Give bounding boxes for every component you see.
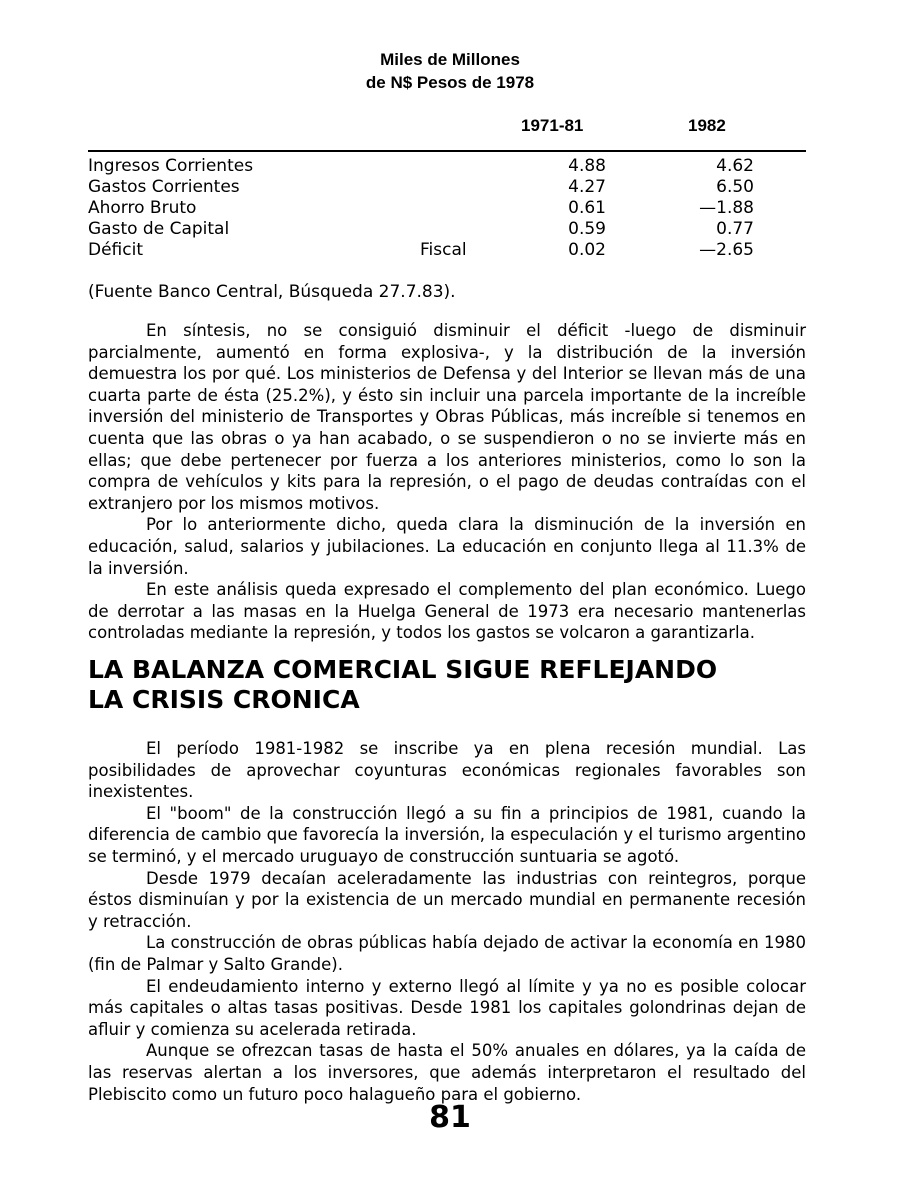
paragraph: El "boom" de la construcción llegó a su fin a principios de 1981, cuando la diferencia de cambio que favorecía la inversión, la especulación y el turismo argentino se terminó, y el mercado uruguayo de construcción suntuaria se agotó. — [88, 803, 806, 866]
row-label: Déficit — [88, 240, 143, 260]
table-row — [88, 198, 806, 220]
heading-line2: LA CRISIS CRONICA — [88, 685, 360, 714]
table-row — [88, 177, 806, 199]
paragraph: En este análisis queda expresado el complemento del plan económico. Luego de derrotar a las masas en la Huelga General de 1973 era necesario mantenerlas controladas mediante la represión, y todos los gastos se volcaron a garantizarla. — [88, 580, 806, 643]
paragraph: Desde 1979 decaían aceleradamente las industrias con reintegros, porque éstos disminuían y por la existencia de un mercado mundial en permanente recesión y retracción. — [88, 868, 806, 931]
page-number: 81 — [429, 1100, 471, 1135]
paragraph: En síntesis, no se consiguió disminuir el déficit -luego de disminuir parcialmente, aumentó en forma explosiva-, y la distribución de la inversión demuestra los por qué. Los ministerios de Defensa y del Interior se llevan más de una cuarta parte de ésta (25.2%), y ésto sin incluir una parcela importante de la increíble inversión del ministerio de Transportes y Obras Públicas, más increíble si tenemos en cuenta que las obras o ya han acabado, o se suspendieron o no se invierte más en ellas; que debe pertenecer por fuerza a los anteriores ministerios, como lo son la compra de vehículos y kits para la represión, o el pago de deudas contraídas con el extranjero por los mismos motivos. — [88, 321, 806, 513]
paragraph: El endeudamiento interno y externo llegó al límite y ya no es posible colocar más capitales o altas tasas positivas. Desde 1981 los capitales golondrinas dejan de afluir y comienza su acelerada retirada. — [88, 976, 806, 1039]
paragraph: El período 1981-1982 se inscribe ya en plena recesión mundial. Las posibilidades de aprovechar coyunturas económicas regionales favorables son inexistentes. — [88, 739, 806, 802]
row-value-1982: —2.65 — [699, 240, 754, 260]
row-label-extra: Fiscal — [420, 240, 467, 260]
table-rule — [88, 150, 806, 152]
table-row — [88, 156, 806, 178]
paragraph: Aunque se ofrezcan tasas de hasta el 50% anuales en dólares, ya la caída de las reservas alertan a los inversores, que además interpretaron el resultado del Plebiscito como un futuro poco halagueño para el gobierno. — [88, 1041, 806, 1104]
row-label: Gasto de Capital — [88, 219, 230, 239]
table-title-line2: de N$ Pesos de 1978 — [365, 73, 535, 92]
paragraph: La construcción de obras públicas había dejado de activar la economía en 1980 (fin de Palmar y Salto Grande). — [88, 933, 806, 974]
table-row — [88, 240, 806, 262]
row-value-1971-81: 0.61 — [568, 198, 606, 218]
row-value-1982: —1.88 — [699, 198, 754, 218]
row-value-1971-81: 4.88 — [568, 156, 606, 176]
row-value-1982: 4.62 — [716, 156, 754, 176]
body-section-1 — [88, 320, 806, 644]
table-title-line1: Miles de Millones — [380, 50, 520, 69]
row-label: Gastos Corrientes — [88, 177, 240, 197]
row-label: Ahorro Bruto — [88, 198, 197, 218]
row-value-1982: 6.50 — [716, 177, 754, 197]
section-heading — [88, 655, 808, 715]
row-value-1971-81: 0.02 — [568, 240, 606, 260]
paragraph: Por lo anteriormente dicho, queda clara la disminución de la inversión en educación, salud, salarios y jubilaciones. La educación en conjunto llega al 11.3% de la inversión. — [88, 515, 806, 578]
body-section-2 — [88, 738, 806, 1105]
row-value-1982: 0.77 — [716, 219, 754, 239]
row-value-1971-81: 0.59 — [568, 219, 606, 239]
table-row — [88, 219, 806, 241]
row-value-1971-81: 4.27 — [568, 177, 606, 197]
column-header-1971-81: 1971-81 — [521, 116, 584, 135]
column-header-1982: 1982 — [688, 116, 726, 135]
row-label: Ingresos Corrientes — [88, 156, 254, 176]
table-source-note: (Fuente Banco Central, Búsqueda 27.7.83). — [88, 282, 456, 302]
heading-line1: LA BALANZA COMERCIAL SIGUE REFLEJANDO — [88, 655, 718, 684]
